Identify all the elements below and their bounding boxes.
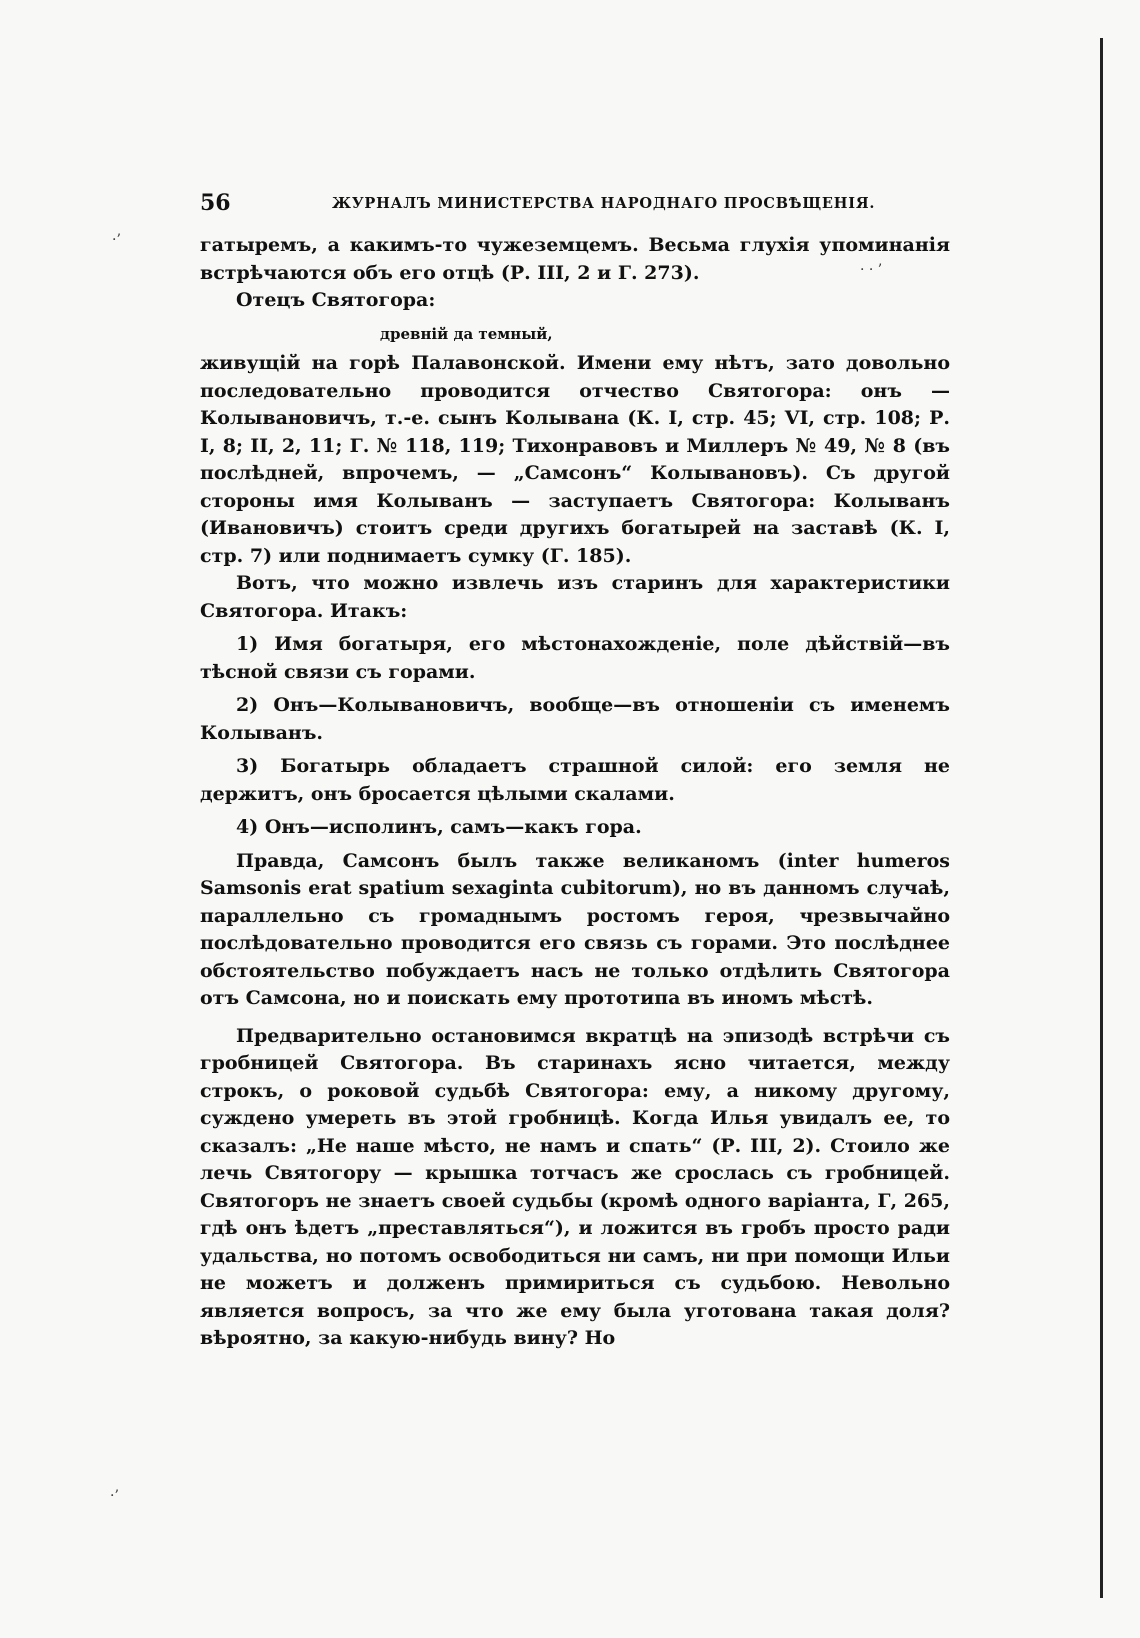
verse-quote: древній да темный, [380, 324, 553, 343]
page-header [200, 190, 950, 220]
list-item: 1) Имя богатыря, его мѣстонахожденіе, поле дѣйствій—въ тѣсной связи съ горами. [200, 633, 950, 683]
page-edge-rule [1100, 38, 1103, 1598]
paragraph: гатыремъ, а какимъ-то чужеземцемъ. Весьма глухія упоминанія встрѣчаются объ его отцѣ (Р. III, 2 и Г. 273). [200, 234, 950, 284]
scan-speck: ·’ [110, 1488, 119, 1504]
body-text [200, 232, 950, 1353]
paragraph: Отецъ Святогора: [236, 289, 436, 311]
paragraph: Правда, Самсонъ былъ также великаномъ (inter humeros Samsonis erat spatium sexaginta cubitorum), но въ данномъ случаѣ, параллельно съ громаднымъ ростомъ героя, чрезвычайно послѣдовательно проводится его связь съ горами. Это послѣднее обстоятельство побуждаетъ насъ не только отдѣлить Святогора отъ Самсона, но и поискать ему прототипа въ иномъ мѣстѣ. [200, 849, 950, 1009]
paragraph: Предварительно остановимся вкратцѣ на эпизодѣ встрѣчи съ гробницей Святогора. Въ старинахъ ясно читается, между строкъ, о роковой судьбѣ Святогора: ему, а никому другому, суждено умереть въ этой гробницѣ. Когда Илья увидалъ ее, то сказалъ: „Не наше мѣсто, не намъ и спать“ (Р. III, 2). Стоило же лечь Святогору — крышка тотчасъ же срослась съ гробницей. Святогоръ не знаетъ своей судьбы (кромѣ одного варіанта, Г, 265, гдѣ онъ ѣдетъ „преставляться“), и ложится въ гробъ просто ради удальства, но потомъ освободиться ни самъ, ни при помощи Ильи не можетъ и долженъ примириться съ судьбою. Невольно является вопросъ, за что же ему была уготована такая доля? вѣроятно, за какую-нибудь вину? Но [200, 1024, 950, 1349]
scan-speck: ·’ [112, 232, 121, 248]
scan-speck: · · ’ [860, 262, 883, 278]
running-head: ЖУРНАЛЪ МИНИСТЕРСТВА НАРОДНАГО ПРОСВѢЩЕНІЯ. [332, 195, 876, 212]
paragraph: живущій на горѣ Палавонской. Имени ему нѣтъ, зато довольно последовательно проводится отчество Святогора: онъ — Колывановичъ, т.-е. сынъ Колывана (К. I, стр. 45; VI, стр. 108; Р. I, 8; II, 2, 11; Г. № 118, 119; Тихонравовъ и Миллеръ № 49, № 8 (въ послѣдней, впрочемъ, — „Самсонъ“ Колывановъ). Съ другой стороны имя Колыванъ — заступаетъ Святогора: Колыванъ (Ивановичъ) стоитъ среди другихъ богатырей на заставѣ (К. I, стр. 7) или поднимаетъ сумку (Г. 185). [200, 352, 950, 567]
list-item: 2) Онъ—Колывановичъ, вообще—въ отношеніи съ именемъ Колыванъ. [200, 694, 950, 744]
list-item: 3) Богатырь обладаетъ страшной силой: его земля не держитъ, онъ бросается цѣлыми скалами. [200, 755, 950, 805]
page-number: 56 [200, 190, 231, 216]
list-item: 4) Онъ—исполинъ, самъ—какъ гора. [236, 816, 642, 838]
paragraph: Вотъ, что можно извлечь изъ старинъ для характеристики Святогора. Итакъ: [200, 572, 950, 622]
